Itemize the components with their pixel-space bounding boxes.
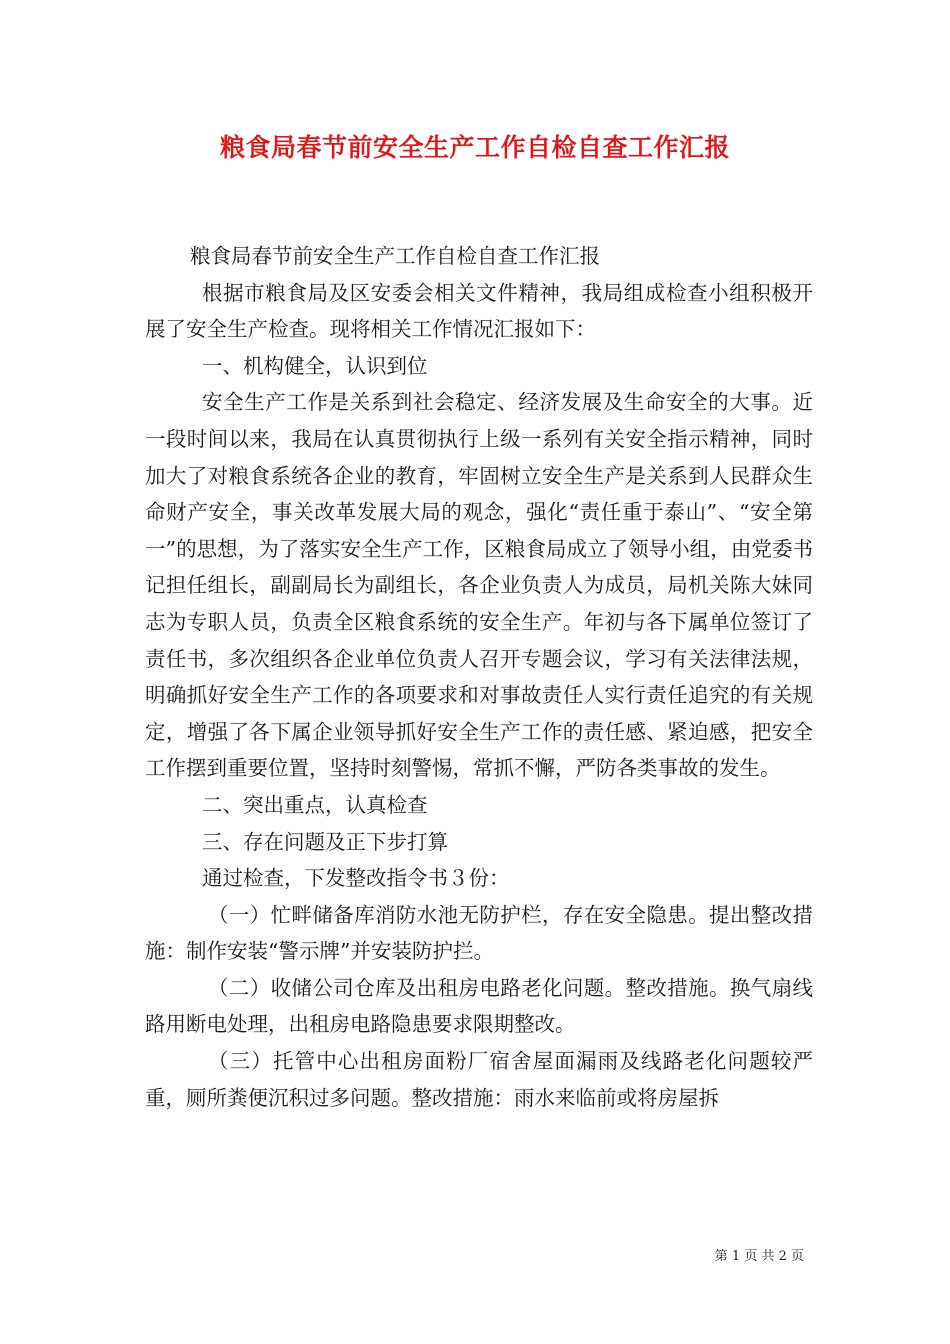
section-heading-1: 一、机构健全，认识到位 xyxy=(202,353,428,378)
page-number: 第 1 页 共 2 页 xyxy=(714,1249,804,1264)
body-paragraph-section-1: 安全生产工作是关系到社会稳定、经济发展及生命安全的大事。近一段时间以来，我局在认真贯彻执行上级一系列有关安全指示精神，同时加大了对粮食系统各企业的教育，牢固树立安全生产是关系到人民群众生命财产安全，事关改革发展大局的观念，强化“责任重于泰山”、“安全第一”的思想，为了落实安全生产工作，区粮食局成立了领导小组，由党委书记担任组长，副副局长为副组长，各企业负责人为成员，局机关陈大妹同志为专职人员，负责全区粮食系统的安全生产。年初与各下属单位签订了责任书，多次组织各企业单位负责人召开专题会议，学习有关法律法规，明确抓好安全生产工作的各项要求和对事故责任人实行责任追究的有关规定，增强了各下属企业领导抓好安全生产工作的责任感、紧迫感，把安全工作摆到重要位置，坚持时刻警惕，常抓不懈，严防各类事故的发生。 xyxy=(145,390,813,781)
document-body xyxy=(145,238,813,1116)
list-item-2: （二）收储公司仓库及出租房电路老化问题。整改措施。换气扇线路用断电处理，出租房电路隐患要求限期整改。 xyxy=(145,975,813,1037)
body-paragraph-heading: 粮食局春节前安全生产工作自检自查工作汇报 xyxy=(190,244,600,268)
document-title: 粮食局春节前安全生产工作自检自查工作汇报 xyxy=(219,133,730,162)
section-heading-3: 三、存在问题及正下步打算 xyxy=(202,829,448,854)
list-item-3: （三）托管中心出租房面粉厂宿舍屋面漏雨及线路老化问题较严重，厕所粪便沉积过多问题。整改措施：雨水来临前或将房屋拆 xyxy=(145,1049,813,1110)
section-heading-2: 二、突出重点，认真检查 xyxy=(202,792,428,817)
list-item-1: （一）忙畔储备库消防水池无防护栏，存在安全隐患。提出整改措施：制作安装“警示牌”并安装防护拦。 xyxy=(145,902,813,964)
body-paragraph-inspection: 通过检查，下发整改指令书３份： xyxy=(202,866,510,891)
body-paragraph-intro: 根据市粮食局及区安委会相关文件精神，我局组成检查小组积极开展了安全生产检查。现将相关工作情况汇报如下： xyxy=(145,280,813,342)
